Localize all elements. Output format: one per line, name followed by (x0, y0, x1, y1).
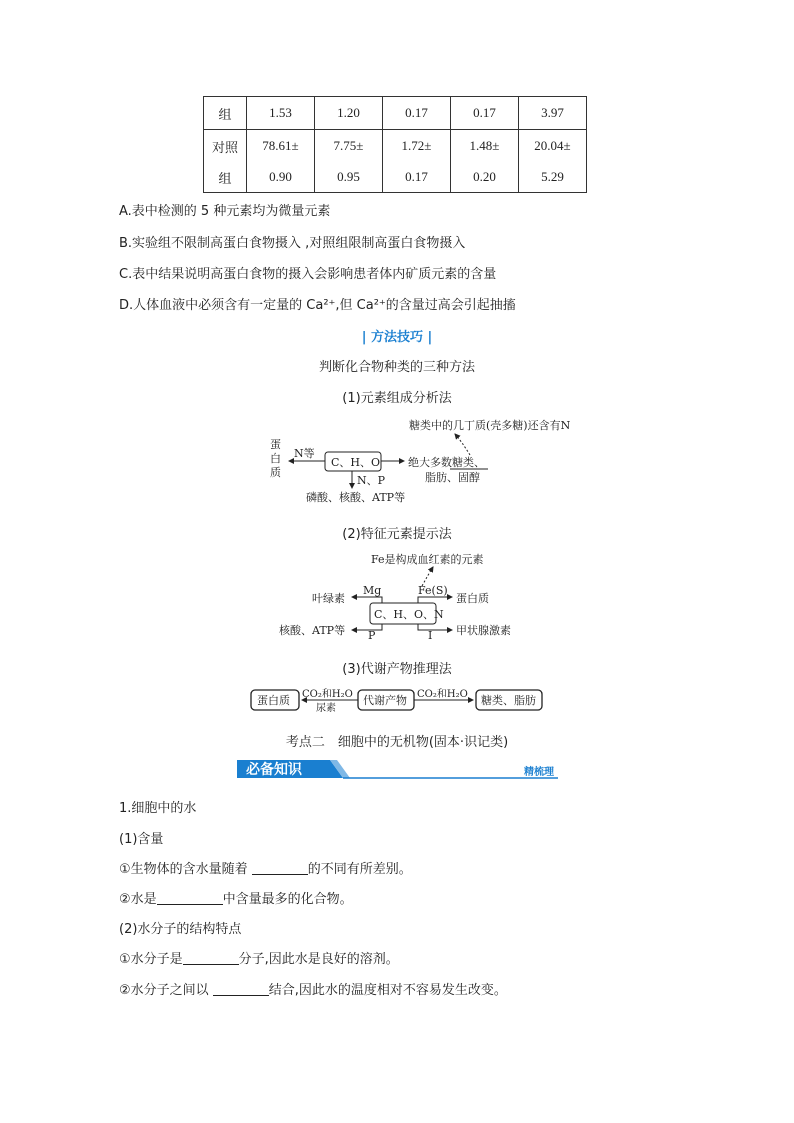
table-cell: 5.29 (519, 162, 587, 193)
table-cell: 0.17 (383, 97, 451, 130)
table-cell: 组 (204, 97, 247, 130)
banner-right-label: 精梳理 (524, 767, 554, 778)
banner-title: 必备知识 (246, 762, 302, 778)
answer-blank[interactable] (157, 892, 223, 905)
option-a: A.表中检测的 5 种元素均为微量元素 (119, 204, 331, 219)
protein-label-2: 白 (270, 452, 281, 465)
arrow-to-thyroid (418, 624, 452, 630)
knowledge-banner (237, 760, 558, 778)
method-1-title: (1)元素组成分析法 (342, 391, 452, 406)
question-2 (119, 888, 353, 907)
fats-label: 脂肪、固醇 (425, 471, 480, 484)
fes-label: Fe(S) (418, 584, 448, 597)
question-2-suffix: 中含量最多的化合物。 (222, 892, 353, 907)
table-cell: 0.95 (315, 162, 383, 193)
method-title: 判断化合物种类的三种方法 (318, 360, 475, 375)
characteristic-element-diagram (279, 552, 511, 642)
i-label: I (428, 629, 433, 642)
sugar-fat-box-label: 糖类、脂肪 (481, 694, 536, 707)
protein-box-label: 蛋白质 (257, 694, 290, 707)
center-box-label: C、H、O (331, 456, 381, 469)
question-1-prefix: ①生物体的含水量随着 (119, 862, 248, 877)
question-3 (119, 948, 399, 967)
question-1 (119, 858, 412, 877)
n-etc-label: N等 (294, 447, 315, 460)
arrow-to-chlorophyll (352, 597, 382, 603)
center-box-label: C、H、O、N (374, 608, 444, 621)
co2-h2o-left: CO₂和H₂O (302, 689, 353, 700)
table-cell: 7.75± (315, 130, 383, 163)
table-cell: 1.20 (315, 97, 383, 130)
question-1-suffix: 的不同有所差别。 (307, 862, 412, 877)
answer-blank[interactable] (252, 862, 308, 875)
urea-label: 尿素 (316, 703, 336, 714)
table-cell: 0.17 (383, 162, 451, 193)
question-4-suffix: 结合,因此水的温度相对不容易发生改变。 (268, 983, 507, 998)
method-3-title: (3)代谢产物推理法 (342, 662, 452, 677)
table-cell: 0.90 (247, 162, 315, 193)
method-2-title: (2)特征元素提示法 (342, 527, 452, 542)
option-b: B.实验组不限制高蛋白食物摄入 ,对照组限制高蛋白食物摄入 (119, 236, 466, 251)
table-cell: 组 (204, 162, 247, 193)
arrow-to-protein (418, 597, 452, 603)
p-label: P (368, 629, 376, 642)
protein-label: 蛋白质 (456, 592, 489, 605)
answer-blank[interactable] (213, 983, 269, 996)
chlorophyll-label: 叶绿素 (312, 592, 345, 605)
metabolite-diagram (251, 688, 542, 714)
water-heading: 1.细胞中的水 (119, 801, 197, 816)
table-cell: 1.48± (451, 130, 519, 163)
most-sugars-label: 绝大多数糖类、 (408, 456, 485, 469)
table-cell: 0.20 (451, 162, 519, 193)
chitin-note: 糖类中的几丁质(壳多糖)还含有N (409, 419, 571, 432)
table-cell: 1.72± (383, 130, 451, 163)
table-cell: 20.04± (519, 130, 587, 163)
question-4 (119, 979, 507, 998)
fe-note: Fe是构成血红素的元素 (371, 553, 484, 566)
protein-label-1: 蛋 (270, 438, 281, 451)
np-label: N、P (357, 474, 386, 487)
table-cell: 对照 (204, 130, 247, 163)
table-cell: 78.61± (247, 130, 315, 163)
table-cell: 1.53 (247, 97, 315, 130)
thyroid-label: 甲状腺激素 (456, 624, 511, 637)
arrow-to-nucleic (352, 624, 382, 630)
content-heading: (1)含量 (119, 832, 164, 847)
co2-h2o-right: CO₂和H₂O (417, 689, 468, 700)
table-cell: 0.17 (451, 97, 519, 130)
option-d: D.人体血液中必须含有一定量的 Ca²⁺,但 Ca²⁺的含量过高会引起抽搐 (119, 298, 516, 313)
phospholipid-label: 磷酸、核酸、ATP等 (306, 491, 406, 504)
section-title: 考点二 细胞中的无机物(固本·识记类) (285, 735, 509, 750)
answer-blank[interactable] (183, 952, 239, 965)
nucleic-label: 核酸、ATP等 (279, 624, 346, 637)
question-4-prefix: ②水分子之间以 (119, 983, 209, 998)
structure-heading: (2)水分子的结构特点 (119, 922, 242, 937)
question-2-prefix: ②水是 (119, 892, 157, 907)
protein-label-3: 质 (270, 466, 281, 479)
question-3-prefix: ①水分子是 (119, 952, 183, 967)
method-heading: | 方法技巧 | (361, 330, 433, 345)
element-composition-diagram (270, 418, 571, 504)
table-cell: 3.97 (519, 97, 587, 130)
dashed-arrow (455, 434, 470, 455)
metabolite-box-label: 代谢产物 (363, 694, 407, 707)
question-3-suffix: 分子,因此水是良好的溶剂。 (238, 952, 399, 967)
mg-label: Mg (363, 584, 382, 597)
option-c: C.表中结果说明高蛋白食物的摄入会影响患者体内矿质元素的含量 (119, 267, 497, 282)
